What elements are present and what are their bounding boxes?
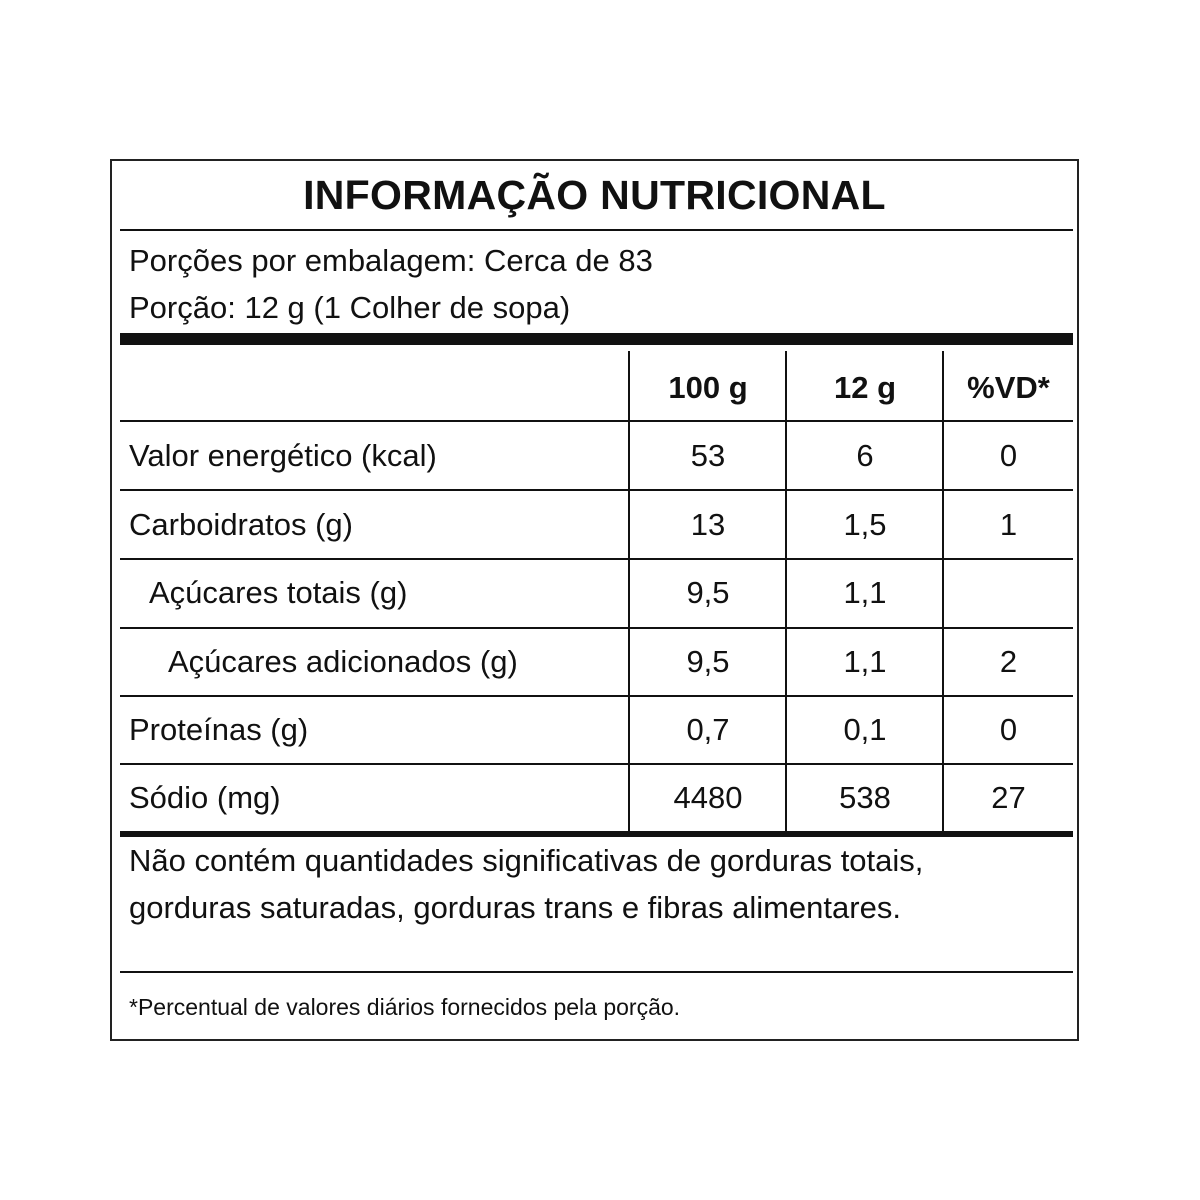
value-portion: 1,1 — [843, 644, 887, 679]
nutrient-name: Carboidratos (g) — [129, 507, 353, 542]
servings-per-package: Porções por embalagem: Cerca de 83 — [129, 243, 653, 278]
serving-size: Porção: 12 g (1 Colher de sopa) — [129, 290, 571, 325]
title-divider — [120, 229, 1073, 231]
serving-divider — [120, 333, 1073, 345]
value-100g: 0,7 — [686, 712, 730, 747]
value-vd: 1 — [999, 507, 1018, 542]
nutrient-name: Sódio (mg) — [129, 780, 281, 815]
value-portion: 0,1 — [843, 712, 887, 747]
value-portion: 1,1 — [843, 575, 887, 610]
nutrient-name: Açúcares totais (g) — [149, 575, 408, 610]
value-vd: 27 — [991, 780, 1026, 815]
value-100g: 9,5 — [686, 644, 730, 679]
column-header-100g: 100 g — [668, 370, 748, 405]
footnote-divider — [120, 971, 1073, 973]
value-100g: 13 — [690, 507, 726, 542]
value-100g: 9,5 — [686, 575, 730, 610]
nutrition-facts-label — [110, 159, 1079, 1041]
value-vd: 2 — [999, 644, 1018, 679]
value-100g: 53 — [690, 438, 726, 473]
value-vd — [944, 559, 1073, 627]
label-title: INFORMAÇÃO NUTRICIONAL — [303, 172, 886, 218]
value-portion: 1,5 — [843, 507, 887, 542]
value-vd: 0 — [999, 712, 1018, 747]
column-header-vd: %VD* — [967, 370, 1050, 405]
value-portion: 6 — [856, 438, 874, 473]
value-100g: 4480 — [673, 780, 743, 815]
value-portion: 538 — [839, 780, 891, 815]
nutrient-name: Valor energético (kcal) — [129, 438, 437, 473]
nutrient-name: Açúcares adicionados (g) — [168, 644, 518, 679]
nutrition-note: Não contém quantidades significativas de gorduras totais, gorduras saturadas, gorduras trans e fibras alimentares. — [129, 843, 924, 925]
column-header-portion: 12 g — [833, 370, 897, 405]
footnote: *Percentual de valores diários fornecidos pela porção. — [129, 994, 681, 1020]
value-vd: 0 — [999, 438, 1018, 473]
nutrient-name: Proteínas (g) — [129, 712, 309, 747]
